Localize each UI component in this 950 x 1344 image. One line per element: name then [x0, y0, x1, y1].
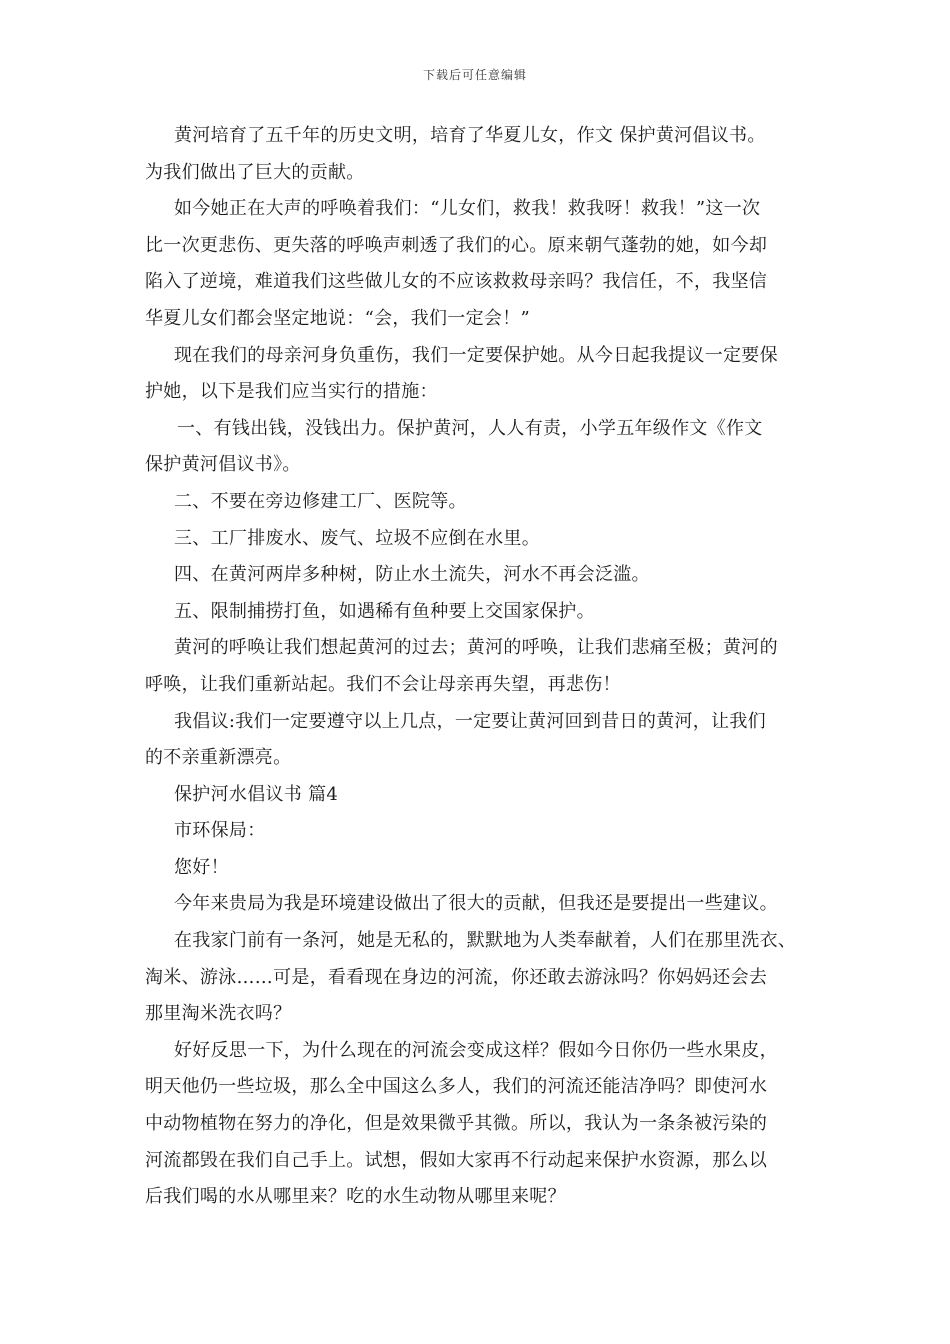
page-header: 下载后可任意编辑: [422, 68, 527, 82]
section-heading: 保护河水倡议书 篇4: [174, 783, 339, 805]
text-line: 明天他仍一些垃圾，那么全中国这么多人，我们的河流还能洁净吗？即使河水: [145, 1076, 768, 1098]
text-line: 四、在黄河两岸多种树，防止水土流失，河水不再会泛滥。: [174, 564, 650, 586]
text-line: 护她，以下是我们应当实行的措施：: [145, 381, 438, 403]
text-line: 我倡议:我们一定要遵守以上几点，一定要让黄河回到昔日的黄河，让我们: [174, 710, 766, 732]
text-line: 黄河的呼唤让我们想起黄河的过去；黄河的呼唤，让我们悲痛至极；黄河的: [174, 637, 778, 659]
text-line: 今年来贵局为我是环境建设做出了很大的贡献，但我还是要提出一些建议。: [174, 893, 778, 915]
text-line: 五、限制捕捞打鱼，如遇稀有鱼种要上交国家保护。: [174, 600, 595, 622]
text-line: 的不亲重新漂亮。: [145, 747, 292, 769]
text-line: 保护黄河倡议书》。: [145, 454, 301, 476]
salutation: 市环保局：: [174, 820, 266, 842]
text-line: 陷入了逆境，难道我们这些做儿女的不应该救救母亲吗？我信任，不，我坚信: [145, 271, 768, 293]
text-line: 呼唤，让我们重新站起。我们不会让母亲再失望，再悲伤！: [145, 673, 621, 695]
text-line: 在我家门前有一条河，她是无私的，默默地为人类奉献着，人们在那里洗衣、: [174, 930, 797, 952]
text-line: 二、不要在旁边修建工厂、医院等。: [174, 490, 467, 512]
text-line: 黄河培育了五千年的历史文明，培育了华夏儿女，作文 保护黄河倡议书。: [174, 125, 766, 146]
text-line: 三、工厂排废水、废气、垃圾不应倒在水里。: [174, 527, 540, 549]
document-body: [145, 118, 810, 1216]
text-line: 那里淘米洗衣吗？: [145, 1003, 292, 1025]
text-line: 华夏儿女们都会坚定地说：“会，我们一定会！”: [145, 307, 531, 329]
text-line: 后我们喝的水从哪里来？吃的水生动物从哪里来呢？: [145, 1186, 566, 1208]
text-line: 一、有钱出钱，没钱出力。保护黄河，人人有责，小学五年级作文《作文: [177, 417, 763, 439]
text-line: 淘米、游泳……可是，看看现在身边的河流，你还敢去游泳吗？你妈妈还会去: [145, 966, 768, 988]
text-line: 好好反思一下，为什么现在的河流会变成这样？假如今日你仍一些水果皮，: [174, 1039, 778, 1061]
greeting: 您好！: [174, 856, 229, 878]
text-line: 河流都毁在我们自己手上。试想，假如大家再不行动起来保护水资源，那么以: [145, 1149, 768, 1171]
text-line: 现在我们的母亲河身负重伤，我们一定要保护她。从今日起我提议一定要保: [174, 344, 778, 366]
text-line: 为我们做出了巨大的贡献。: [145, 161, 365, 183]
text-line: 比一次更悲伤、更失落的呼唤声刺透了我们的心。原来朝气蓬勃的她，如今却: [145, 234, 768, 256]
text-line: 中动物植物在努力的净化，但是效果微乎其微。所以，我认为一条条被污染的: [145, 1113, 768, 1135]
text-line: 如今她正在大声的呼唤着我们：“儿女们，救我！救我呀！救我！”这一次: [174, 198, 761, 220]
